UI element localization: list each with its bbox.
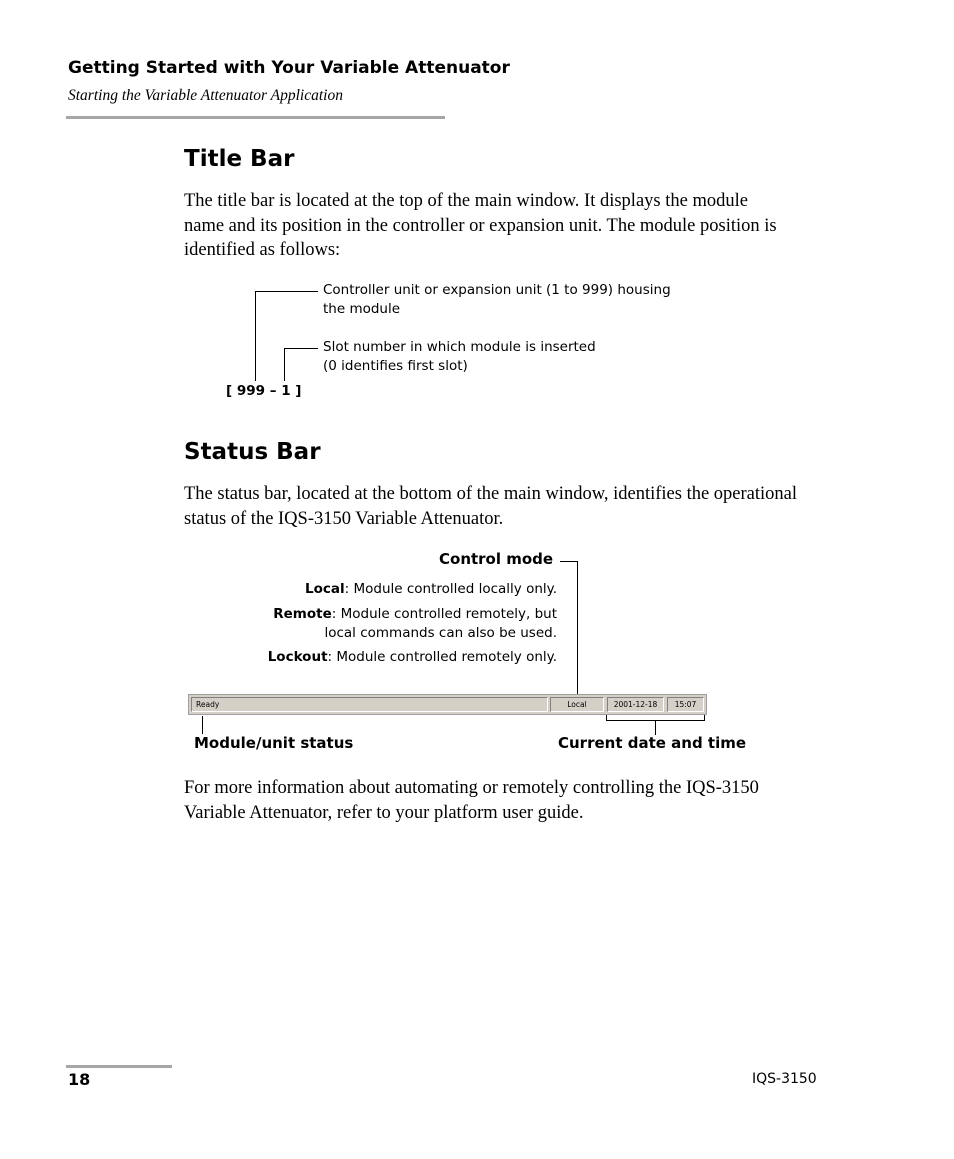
page-number: 18 — [68, 1070, 91, 1089]
title-bar-heading: Title Bar — [184, 146, 295, 172]
status-bar-screenshot — [188, 694, 707, 715]
date-time-leader — [655, 720, 656, 735]
mode-remote-desc: : Module controlled remotely, but — [331, 606, 557, 622]
controller-callout-line — [255, 291, 318, 292]
mode-local-desc: : Module controlled locally only. — [344, 581, 557, 597]
status-bar-heading: Status Bar — [184, 439, 321, 465]
mode-pane: Local — [550, 697, 604, 712]
module-status-leader — [202, 716, 203, 734]
module-status-label: Module/unit status — [194, 734, 354, 752]
mode-remote-desc-cont: local commands can also be used. — [324, 625, 557, 641]
mode-lockout — [268, 648, 557, 667]
mode-local — [305, 580, 557, 599]
control-mode-leader — [577, 561, 578, 696]
mode-remote-term: Remote — [273, 606, 332, 622]
status-bar-paragraph: The status bar, located at the bottom of the main window, identifies the operational status of the IQS-3150 Variable Attenuator. — [184, 484, 798, 529]
control-mode-label: Control mode — [439, 550, 554, 568]
footer-rule — [66, 1065, 172, 1068]
slot-callout-leader — [284, 348, 285, 381]
position-example: [ 999 – 1 ] — [226, 383, 302, 399]
slot-callout-text: Slot number in which module is inserted (0 identifies first slot) — [323, 339, 596, 374]
chapter-title: Getting Started with Your Variable Attenuator — [68, 58, 510, 78]
controller-callout-leader — [255, 291, 256, 381]
slot-callout-line — [284, 348, 318, 349]
mode-lockout-desc: : Module controlled remotely only. — [327, 649, 557, 665]
controller-callout-text: Controller unit or expansion unit (1 to 999) housing the module — [323, 282, 671, 317]
status-pane: Ready — [191, 697, 548, 712]
product-name: IQS-3150 — [752, 1071, 817, 1087]
date-pane: 2001-12-18 — [607, 697, 664, 712]
mode-lockout-term: Lockout — [267, 649, 328, 665]
date-time-label: Current date and time — [558, 734, 747, 752]
mode-local-term: Local — [305, 581, 345, 597]
section-title: Starting the Variable Attenuator Application — [68, 87, 343, 104]
title-bar-paragraph: The title bar is located at the top of the main window. It displays the module name and its position in the controller or expansion unit. The module position is identified as follows: — [184, 191, 777, 260]
control-mode-line — [560, 561, 577, 562]
mode-remote — [273, 605, 557, 643]
closing-paragraph: For more information about automating or remotely controlling the IQS-3150 Variable Attenuator, refer to your platform user guide. — [184, 778, 759, 823]
header-rule — [66, 116, 445, 119]
time-pane: 15:07 — [667, 697, 704, 712]
